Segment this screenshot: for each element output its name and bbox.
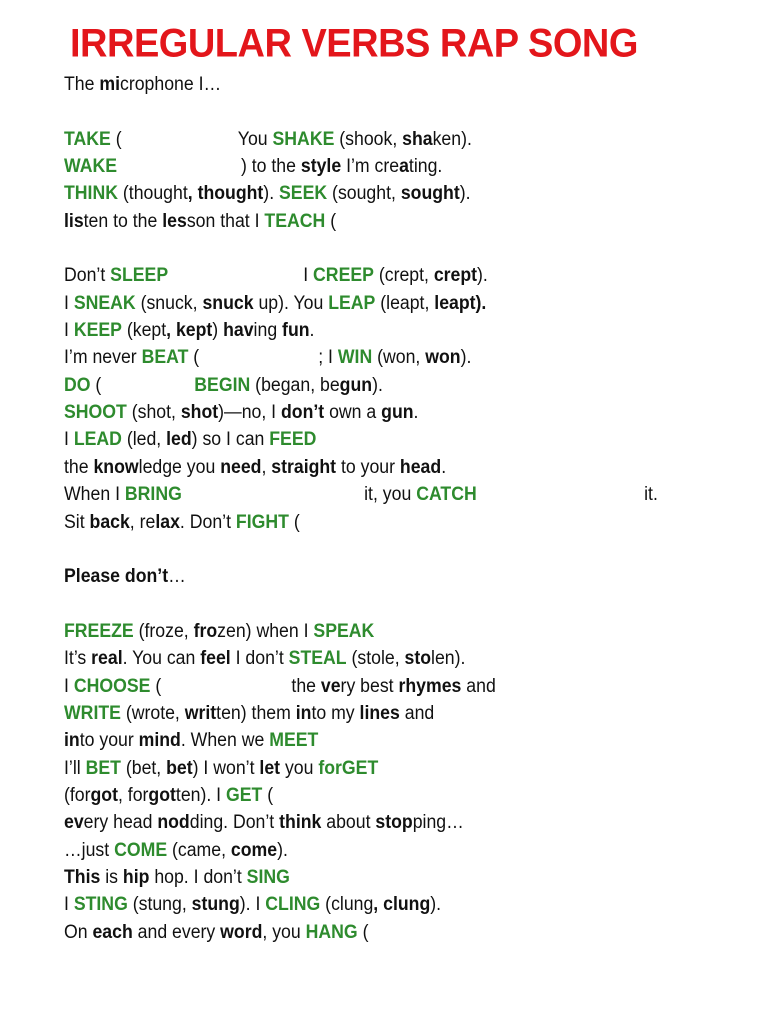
bold-syllable: les — [162, 210, 187, 232]
lyric-line — [64, 809, 706, 836]
lyric-text: ). — [459, 183, 471, 205]
lyric-line — [64, 618, 706, 645]
lyric-text: and — [399, 702, 435, 724]
lyric-text: (clung — [320, 894, 374, 916]
bold-syllable: style — [300, 156, 342, 178]
bold-syllable: feel — [200, 648, 231, 670]
bold-syllable: in — [295, 702, 312, 724]
bold-syllable: a — [399, 156, 409, 178]
verb-highlight: FEED — [269, 429, 317, 451]
bold-syllable: hav — [223, 320, 254, 342]
verb-highlight: STING — [73, 894, 128, 916]
lyric-text: ( — [188, 347, 200, 369]
verb-highlight: SHAKE — [272, 128, 335, 150]
lyric-text: . Don’t — [179, 511, 236, 533]
verb-highlight: SNEAK — [73, 292, 136, 314]
verb-highlight: SHOOT — [64, 402, 127, 424]
lyric-text: (kept — [121, 320, 167, 342]
lyric-line — [64, 864, 706, 891]
verb-highlight: FIGHT — [235, 511, 289, 533]
lyric-text: ) I won’t — [192, 757, 260, 779]
bold-syllable: mi — [99, 74, 121, 95]
bold-syllable: This — [64, 866, 101, 888]
lyric-text: It’s — [64, 648, 92, 670]
verb-highlight: SPEAK — [313, 620, 375, 642]
lyric-text: ). — [263, 183, 280, 205]
lyric-line — [64, 509, 706, 536]
bold-syllable: , kept — [166, 320, 213, 342]
lyric-text: I’ll — [64, 757, 86, 779]
lyric-text: (came, — [167, 839, 231, 861]
lyric-text: ing — [253, 320, 283, 342]
lyric-line — [64, 262, 706, 289]
lyric-text: ). — [372, 374, 383, 396]
bold-syllable: , clung — [373, 894, 431, 916]
bold-syllable: lines — [359, 702, 400, 724]
lyric-text: I — [298, 265, 314, 287]
lyric-text: (thought — [117, 183, 188, 205]
lyric-text: I’m never — [64, 347, 142, 369]
verb-highlight: MEET — [269, 730, 319, 752]
lyric-text: I — [64, 429, 74, 451]
verb-highlight: THINK — [64, 183, 118, 205]
lyric-text: the — [64, 456, 94, 478]
lyric-text: ( — [325, 210, 337, 232]
lyric-text: ding. Don’t — [189, 812, 280, 834]
lyric-text: …just — [64, 839, 115, 861]
lyric-text: it, you — [364, 484, 417, 506]
lyric-line — [64, 563, 706, 590]
verb-highlight: SING — [246, 866, 290, 888]
lyric-text: . When we — [180, 730, 270, 752]
bold-syllable: bet — [166, 757, 193, 779]
lyric-text: ). — [277, 839, 288, 861]
lyric-text: zen) when I — [217, 620, 314, 642]
bold-syllable: got — [90, 784, 118, 806]
lyric-text: ten to the — [83, 210, 163, 232]
lyric-text: to my — [311, 702, 360, 724]
lyric-text: ken). — [432, 128, 472, 150]
blank-line — [64, 536, 706, 563]
verb-highlight: TEACH — [264, 210, 326, 232]
lyric-text: ping… — [412, 812, 464, 834]
lyric-line — [64, 208, 706, 235]
lyric-line — [64, 782, 706, 809]
lyric-text: hop. I don’t — [149, 866, 247, 888]
lyric-text: On — [64, 921, 93, 943]
verb-highlight: CREEP — [313, 265, 374, 287]
lyric-text: I’m cre — [341, 156, 400, 178]
lyric-text: (for — [64, 784, 91, 806]
lyric-text: the — [291, 675, 321, 697]
lyric-text: I — [64, 320, 74, 342]
lyric-text: I — [64, 675, 74, 697]
lyric-text: (led, — [121, 429, 167, 451]
lyric-text: The — [64, 74, 100, 95]
bold-syllable: back — [89, 511, 130, 533]
lyric-text: )—no, I — [218, 402, 281, 424]
lyric-text: ( — [288, 511, 300, 533]
verb-highlight: STEAL — [288, 648, 347, 670]
verb-highlight: GET — [225, 784, 263, 806]
bold-syllable: come — [230, 839, 278, 861]
bold-syllable: lax — [155, 511, 180, 533]
bold-syllable: rhymes — [398, 675, 462, 697]
lyric-text: and — [461, 675, 496, 697]
lyric-text: (wrote, — [120, 702, 185, 724]
lyric-text: ( — [150, 675, 162, 697]
lyric-line — [64, 399, 706, 426]
lyric-text: ; I — [318, 347, 338, 369]
lyric-line — [64, 126, 706, 153]
bold-syllable: lis — [64, 210, 84, 232]
bold-syllable: gun — [381, 402, 414, 424]
lyric-text: Don’t — [64, 265, 111, 287]
lyric-text: , — [261, 456, 272, 478]
bold-syllable: head — [399, 456, 442, 478]
verb-highlight: BEAT — [141, 347, 189, 369]
lyric-line — [64, 153, 706, 180]
lyric-line — [64, 454, 706, 481]
bold-syllable: sought — [400, 183, 460, 205]
lyric-text: ). I — [239, 894, 266, 916]
verb-highlight: LEAP — [328, 292, 376, 314]
verb-highlight: TAKE — [64, 128, 111, 150]
lyric-text: You — [233, 128, 273, 150]
verb-highlight: COME — [114, 839, 168, 861]
lyric-text: ( — [262, 784, 274, 806]
bold-syllable: hip — [122, 866, 150, 888]
bold-syllable: snuck — [202, 292, 254, 314]
bold-syllable: sto — [404, 648, 432, 670]
bold-syllable: fun — [282, 320, 310, 342]
lyric-text: (stung, — [127, 894, 192, 916]
lyric-line — [64, 317, 706, 344]
verb-highlight: CATCH — [416, 484, 477, 506]
lyric-text: (shook, — [334, 128, 403, 150]
lyric-text: I — [64, 292, 74, 314]
lyric-text: . — [441, 456, 447, 478]
verb-highlight: WAKE — [64, 156, 118, 178]
bold-syllable: each — [92, 921, 133, 943]
lyric-text: it. — [644, 484, 658, 506]
bold-syllable: stung — [191, 894, 240, 916]
lyric-line — [64, 673, 706, 700]
lyric-text: … — [168, 566, 186, 588]
lyrics-body — [64, 71, 706, 946]
lyric-line — [64, 180, 706, 207]
lyric-text: , for — [117, 784, 149, 806]
lyric-text: ( — [90, 374, 102, 396]
lyric-line — [64, 426, 706, 453]
lyric-line — [64, 645, 706, 672]
verb-highlight: GIN — [218, 374, 251, 396]
bold-syllable: nod — [157, 812, 190, 834]
bold-syllable: shot — [180, 402, 219, 424]
bold-syllable: got — [148, 784, 176, 806]
lyric-line — [64, 71, 706, 98]
bold-syllable: don’t — [280, 402, 325, 424]
lyric-text: is — [100, 866, 123, 888]
verb-highlight: KEEP — [73, 320, 122, 342]
bold-syllable: straight — [271, 456, 337, 478]
verb-highlight: BRING — [124, 484, 182, 506]
lyric-text: to your — [336, 456, 400, 478]
lyric-line — [64, 372, 706, 399]
lyric-text: ery head — [83, 812, 158, 834]
lyric-text: about — [321, 812, 376, 834]
lyric-text: ten) them — [216, 702, 296, 724]
bold-syllable: led — [166, 429, 192, 451]
lyric-text: ). — [477, 265, 488, 287]
blank-line — [64, 235, 706, 262]
verb-highlight: CHOOSE — [73, 675, 151, 697]
lyric-text: (leapt, — [375, 292, 435, 314]
lyric-text: I — [64, 894, 74, 916]
lyric-text: When I — [64, 484, 125, 506]
lyric-text: (froze, — [133, 620, 194, 642]
lyric-text: (sought, — [327, 183, 401, 205]
verb-highlight: forGET — [318, 757, 379, 779]
lyric-text: ledge you — [138, 456, 221, 478]
bold-syllable: Please don’t — [64, 566, 169, 588]
lyric-text — [117, 156, 122, 177]
lyric-text: son that I — [186, 210, 265, 232]
bold-syllable: word — [220, 921, 263, 943]
bold-syllable: gun — [339, 374, 373, 396]
page-title: IRREGULAR VERBS RAP SONG — [70, 22, 638, 67]
lyric-line — [64, 700, 706, 727]
lyric-line — [64, 727, 706, 754]
blank-line — [64, 591, 706, 618]
verb-highlight: DO — [64, 374, 91, 396]
lyric-text: you — [280, 757, 319, 779]
bold-syllable: leapt). — [434, 292, 487, 314]
bold-syllable: need — [220, 456, 262, 478]
verb-highlight: SEEK — [279, 183, 328, 205]
bold-syllable: sha — [402, 128, 433, 150]
lyric-line — [64, 290, 706, 317]
bold-syllable: real — [91, 648, 123, 670]
verb-highlight: FREEZE — [64, 620, 134, 642]
lyric-text: up). You — [253, 292, 329, 314]
blank-line — [64, 98, 706, 125]
verb-highlight: SLEEP — [110, 265, 169, 287]
verb-highlight: WIN — [337, 347, 373, 369]
lyric-text: and every — [132, 921, 221, 943]
lyric-text: crophone I… — [120, 74, 222, 95]
bold-syllable: fro — [193, 620, 218, 642]
bold-syllable: , thought — [187, 183, 264, 205]
bold-syllable: won — [425, 347, 461, 369]
lyric-text: . You can — [122, 648, 201, 670]
verb-highlight: HANG — [305, 921, 358, 943]
lyric-text: ) — [212, 320, 224, 342]
lyric-text: ten). I — [175, 784, 226, 806]
lyric-text: ( — [357, 921, 369, 943]
bold-syllable: crept — [433, 265, 478, 287]
lyric-text: . — [309, 320, 315, 342]
lyric-text: (began, be — [250, 374, 340, 396]
lyric-text: ) so I can — [191, 429, 270, 451]
bold-syllable: stop — [375, 812, 413, 834]
lyric-text: (shot, — [126, 402, 181, 424]
lyric-text: to your — [79, 730, 139, 752]
lyric-text: (crept, — [373, 265, 434, 287]
lyric-text: ). — [430, 894, 442, 916]
lyric-text: ). — [460, 347, 472, 369]
bold-syllable: know — [93, 456, 139, 478]
lyric-line — [64, 481, 706, 508]
lyric-text: Sit — [64, 511, 90, 533]
bold-syllable: think — [279, 812, 322, 834]
verb-highlight: BET — [85, 757, 121, 779]
lyric-text: own a — [324, 402, 382, 424]
lyric-line — [64, 755, 706, 782]
lyric-text: I don’t — [230, 648, 289, 670]
lyric-text: (stole, — [346, 648, 405, 670]
bold-syllable: ve — [320, 675, 341, 697]
lyric-line — [64, 837, 706, 864]
lyric-text: , re — [129, 511, 156, 533]
lyric-text: (snuck, — [135, 292, 203, 314]
bold-syllable: writ — [184, 702, 217, 724]
bold-syllable: mind — [138, 730, 181, 752]
bold-syllable: ev — [64, 812, 84, 834]
lyric-text: , you — [262, 921, 306, 943]
lyric-text: ry best — [340, 675, 399, 697]
bold-syllable: let — [259, 757, 281, 779]
lyric-line — [64, 344, 706, 371]
lyric-line — [64, 891, 706, 918]
lyric-text: len). — [431, 648, 466, 670]
lyric-text: ( — [110, 128, 122, 150]
verb-highlight: WRITE — [64, 702, 121, 724]
verb-highlight: CLING — [265, 894, 321, 916]
lyric-text: ting. — [408, 156, 443, 178]
bold-syllable: in — [64, 730, 80, 752]
lyric-text: ) to the — [240, 156, 301, 178]
verb-highlight: BE — [194, 374, 219, 396]
lyric-text: (won, — [372, 347, 426, 369]
verb-highlight: LEAD — [73, 429, 122, 451]
lyric-line — [64, 919, 706, 946]
lyric-text: (bet, — [120, 757, 167, 779]
lyric-text: . — [413, 402, 419, 424]
